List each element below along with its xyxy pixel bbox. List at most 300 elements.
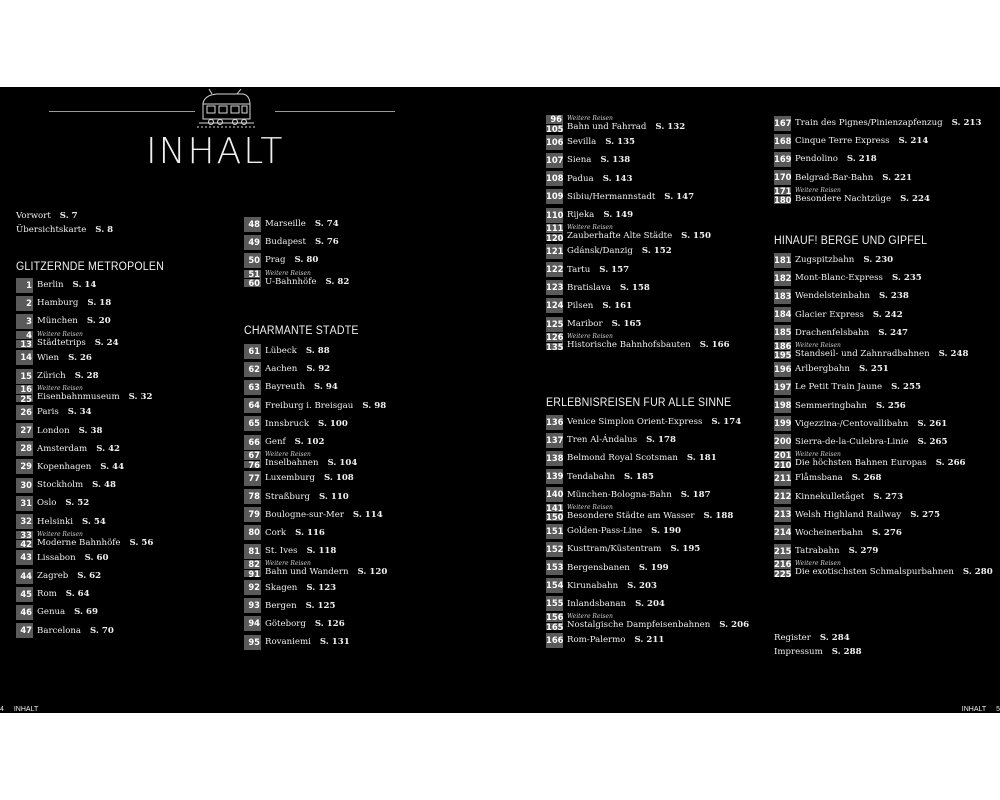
toc-entry bbox=[16, 349, 153, 367]
page-number-left: 4 bbox=[0, 706, 4, 713]
toc-entry bbox=[774, 251, 993, 269]
entry-page: S. 158 bbox=[620, 282, 650, 293]
entry-line bbox=[265, 568, 387, 577]
entry-page: S. 132 bbox=[655, 122, 686, 132]
entry-number-end: 42 bbox=[20, 539, 32, 550]
entry-number: 81 bbox=[244, 544, 261, 559]
further-trips-label: Weitere Reisen bbox=[795, 341, 841, 349]
toc-entry bbox=[244, 560, 387, 578]
entry-label: U-Bahnhöfe bbox=[265, 276, 317, 287]
outro-page: S. 288 bbox=[831, 646, 862, 657]
footer-right bbox=[962, 706, 1000, 713]
toc-spread bbox=[0, 87, 1000, 713]
intro-page: S. 8 bbox=[95, 224, 114, 235]
entry-number: 154 bbox=[546, 578, 563, 593]
entry-page: S. 214 bbox=[898, 136, 929, 147]
toc-entry bbox=[774, 433, 993, 451]
entry-number: 108 bbox=[546, 171, 563, 186]
toc-entry bbox=[546, 486, 749, 504]
toc-entry bbox=[546, 170, 730, 188]
entry-label: Marseille bbox=[265, 219, 306, 230]
entry-page: S. 60 bbox=[84, 552, 109, 563]
entry-page: S. 149 bbox=[603, 210, 634, 221]
entry-page: S. 100 bbox=[318, 418, 348, 429]
entry-page: S. 74 bbox=[314, 219, 339, 230]
entry-number: 15 bbox=[16, 369, 33, 384]
entry-label: Rom bbox=[37, 589, 57, 600]
toc-entry bbox=[244, 215, 349, 233]
entry-text bbox=[265, 270, 349, 288]
entry-page: S. 238 bbox=[879, 291, 909, 302]
entry-page: S. 188 bbox=[703, 510, 734, 521]
further-trips-label: Weitere Reisen bbox=[567, 115, 613, 122]
toc-entry bbox=[546, 133, 730, 151]
entry-number-range bbox=[244, 560, 261, 577]
entry-text bbox=[265, 451, 357, 469]
toc-entry bbox=[546, 595, 749, 613]
toc-entry bbox=[244, 397, 387, 415]
entry-page: S. 38 bbox=[78, 425, 103, 436]
entry-page: S. 157 bbox=[599, 264, 630, 275]
entry-label: Prag bbox=[265, 255, 286, 266]
entry-number: 1 bbox=[16, 278, 33, 293]
toc-entry bbox=[546, 613, 749, 631]
entry-label: Aachen bbox=[265, 364, 298, 375]
further-trips-label: Weitere Reisen bbox=[795, 560, 841, 568]
entry-label: Belmond Royal Scotsman bbox=[567, 453, 678, 464]
entry-number-end: 150 bbox=[546, 512, 564, 523]
entry-number-start: 96 bbox=[546, 115, 562, 125]
entry-text bbox=[37, 531, 153, 549]
entry-line bbox=[265, 459, 357, 468]
toc-entry bbox=[774, 451, 993, 469]
entry-number: 26 bbox=[16, 405, 33, 420]
entry-number: 3 bbox=[16, 314, 33, 329]
entry-number: 140 bbox=[546, 487, 563, 502]
entry-page: S. 104 bbox=[327, 458, 358, 469]
entry-label: Tatrabahn bbox=[795, 546, 840, 557]
toc-entry bbox=[546, 522, 749, 540]
intro-label: Vorwort bbox=[16, 211, 51, 221]
further-trips-label: Weitere Reisen bbox=[795, 451, 841, 459]
intro-page: S. 7 bbox=[59, 211, 78, 221]
entry-label: Bergen bbox=[265, 600, 297, 611]
entry-number: 167 bbox=[774, 116, 791, 131]
entry-number: 121 bbox=[546, 244, 563, 259]
entry-label: Kinnekulletåget bbox=[795, 491, 865, 502]
entry-page: S. 265 bbox=[917, 436, 948, 447]
entry-number-range bbox=[774, 187, 791, 204]
entry-number-range bbox=[774, 342, 791, 359]
section-col4-list bbox=[774, 114, 981, 205]
entry-label: Bratislava bbox=[567, 282, 612, 293]
outro-page: S. 284 bbox=[819, 633, 850, 643]
entry-number: 139 bbox=[546, 469, 563, 484]
entry-label: Hamburg bbox=[37, 298, 79, 309]
intro-label: Übersichtskarte bbox=[16, 224, 87, 235]
entry-label: Genua bbox=[37, 607, 66, 618]
train-illustration-icon bbox=[197, 89, 255, 129]
entry-label: Tendabahn bbox=[567, 471, 616, 482]
entry-number-end: 105 bbox=[546, 123, 564, 134]
toc-entry bbox=[244, 270, 349, 288]
footer-label-right: INHALT bbox=[961, 706, 987, 713]
entry-line bbox=[795, 459, 966, 468]
entry-label: Wien bbox=[37, 352, 60, 363]
further-trips-label: Weitere Reisen bbox=[795, 186, 841, 194]
entry-page: S. 98 bbox=[362, 400, 387, 411]
entry-line bbox=[567, 512, 733, 521]
entry-number: 30 bbox=[16, 478, 33, 493]
entry-label: Zagreb bbox=[37, 571, 69, 582]
entry-number-start: 201 bbox=[774, 450, 792, 461]
further-trips-label: Weitere Reisen bbox=[37, 385, 83, 393]
toc-entry bbox=[244, 506, 387, 524]
entry-number-range bbox=[16, 331, 33, 348]
entry-page: S. 161 bbox=[602, 300, 633, 311]
toc-entry bbox=[774, 487, 993, 505]
entry-line bbox=[567, 341, 730, 350]
entry-text bbox=[567, 224, 711, 242]
entry-number: 170 bbox=[774, 170, 791, 185]
entry-label: Boulogne-sur-Mer bbox=[265, 509, 344, 520]
further-trips-label: Weitere Reisen bbox=[265, 560, 311, 568]
entry-text bbox=[37, 331, 119, 349]
entry-label: Die exotischsten Schmalspurbahnen bbox=[795, 567, 954, 578]
entry-page: S. 279 bbox=[848, 546, 879, 557]
entry-page: S. 94 bbox=[314, 382, 338, 393]
entry-number-range bbox=[546, 613, 563, 630]
entry-number: 32 bbox=[16, 514, 33, 529]
entry-page: S. 174 bbox=[711, 417, 742, 428]
entry-number: 213 bbox=[774, 507, 791, 522]
entry-label: Berlin bbox=[37, 280, 64, 291]
further-trips-label: Weitere Reisen bbox=[567, 613, 613, 621]
entry-label: London bbox=[37, 425, 70, 436]
entry-number-range bbox=[16, 385, 33, 402]
entry-page: S. 213 bbox=[951, 118, 982, 129]
entry-number: 79 bbox=[244, 507, 261, 522]
entry-page: S. 147 bbox=[664, 191, 695, 202]
entry-number: 181 bbox=[774, 253, 791, 268]
entry-number-end: 76 bbox=[248, 459, 260, 470]
intro-list bbox=[16, 210, 113, 237]
entry-number: 215 bbox=[774, 544, 791, 559]
toc-entry bbox=[16, 312, 153, 330]
toc-entry bbox=[774, 360, 993, 378]
entry-label: Besondere Städte am Wasser bbox=[567, 510, 695, 521]
entry-page: S. 131 bbox=[319, 637, 350, 648]
entry-page: S. 138 bbox=[600, 155, 631, 166]
entry-page: S. 273 bbox=[873, 491, 904, 502]
entry-label: Historische Bahnhofsbauten bbox=[567, 340, 691, 351]
entry-label: Nostalgische Dampfeisenbahnen bbox=[567, 620, 711, 631]
further-trips-label: Weitere Reisen bbox=[567, 503, 613, 511]
entry-label: Oslo bbox=[37, 498, 57, 509]
entry-number: 64 bbox=[244, 398, 261, 413]
entry-number-start: 82 bbox=[244, 560, 260, 570]
entry-number-start: 156 bbox=[546, 612, 564, 623]
entry-number: 2 bbox=[16, 296, 33, 311]
further-trips-label: Weitere Reisen bbox=[567, 224, 613, 232]
entry-page: S. 82 bbox=[325, 276, 350, 287]
toc-entry bbox=[546, 468, 749, 486]
entry-number-end: 195 bbox=[774, 350, 792, 361]
toc-entry bbox=[546, 577, 749, 595]
entry-number-end: 180 bbox=[774, 195, 792, 206]
entry-label: Helsinki bbox=[37, 516, 73, 527]
entry-number: 168 bbox=[774, 134, 791, 149]
entry-label: Göteborg bbox=[265, 618, 306, 629]
entry-page: S. 248 bbox=[938, 348, 969, 359]
toc-entry bbox=[546, 540, 749, 558]
section-heading-staedte: CHARMANTE STÄDTE bbox=[244, 325, 359, 337]
entry-number: 196 bbox=[774, 362, 791, 377]
entry-number-end: 120 bbox=[546, 232, 564, 243]
toc-entry bbox=[244, 578, 387, 596]
page-title: INHALT bbox=[146, 131, 285, 172]
toc-entry bbox=[546, 224, 730, 242]
entry-line bbox=[795, 350, 968, 359]
entry-label: Budapest bbox=[265, 237, 306, 248]
toc-entry bbox=[16, 331, 153, 349]
entry-label: St. Ives bbox=[265, 546, 298, 557]
entry-page: S. 76 bbox=[314, 237, 339, 248]
toc-entry bbox=[774, 469, 993, 487]
entry-page: S. 14 bbox=[72, 280, 97, 291]
entry-number-start: 51 bbox=[244, 270, 260, 280]
entry-page: S. 126 bbox=[314, 618, 345, 629]
entry-number: 14 bbox=[16, 350, 33, 365]
entry-page: S. 261 bbox=[917, 418, 948, 429]
entry-number: 50 bbox=[244, 253, 261, 268]
toc-entry bbox=[546, 261, 730, 279]
entry-label: Inselbahnen bbox=[265, 458, 319, 469]
toc-entry bbox=[546, 315, 730, 333]
entry-label: Bahn und Fahrrad bbox=[567, 122, 647, 132]
toc-entry bbox=[546, 333, 730, 351]
toc-entry bbox=[244, 360, 387, 378]
entry-number: 106 bbox=[546, 135, 563, 150]
entry-number: 166 bbox=[546, 633, 563, 648]
entry-page: S. 199 bbox=[638, 562, 669, 573]
entry-label: Tartu bbox=[567, 264, 591, 275]
entry-number-end: 135 bbox=[546, 341, 564, 352]
section-heading-berge: HINAUF! BERGE UND GIPFEL bbox=[774, 235, 928, 247]
entry-number: 153 bbox=[546, 560, 563, 575]
entry-number: 123 bbox=[546, 280, 563, 295]
entry-page: S. 242 bbox=[872, 309, 903, 320]
toc-entry bbox=[244, 433, 387, 451]
entry-label: Semmeringbahn bbox=[795, 400, 867, 411]
entry-number: 29 bbox=[16, 459, 33, 474]
entry-label: Rijeka bbox=[567, 210, 595, 221]
further-trips-label: Weitere Reisen bbox=[265, 451, 311, 459]
toc-entry bbox=[16, 458, 153, 476]
entry-label: Lübeck bbox=[265, 346, 297, 357]
entry-number: 136 bbox=[546, 415, 563, 430]
entry-line bbox=[567, 123, 685, 132]
entry-page: S. 28 bbox=[74, 371, 99, 382]
entry-number-range bbox=[546, 224, 563, 241]
entry-text bbox=[795, 342, 968, 360]
toc-entry bbox=[16, 476, 153, 494]
section-staedte-list bbox=[244, 342, 387, 651]
outro-label: Impressum bbox=[774, 646, 823, 657]
entry-page: S. 195 bbox=[670, 544, 701, 555]
entry-label: Padua bbox=[567, 173, 594, 184]
entry-page: S. 275 bbox=[910, 509, 941, 520]
entry-label: Barcelona bbox=[37, 625, 82, 636]
entry-label: Maribor bbox=[567, 319, 603, 330]
entry-number: 184 bbox=[774, 307, 791, 322]
entry-page: S. 256 bbox=[875, 400, 906, 411]
entry-label: Amsterdam bbox=[37, 443, 88, 454]
entry-label: Skagen bbox=[265, 582, 298, 593]
entry-text bbox=[37, 385, 152, 403]
toc-entry bbox=[244, 415, 387, 433]
entry-label: Zugspitzbahn bbox=[795, 255, 855, 266]
page-number-right: 5 bbox=[996, 706, 1000, 713]
entry-number: 152 bbox=[546, 542, 563, 557]
entry-number: 28 bbox=[16, 441, 33, 456]
entry-number: 198 bbox=[774, 398, 791, 413]
entry-label: Tren Al-Ándalus bbox=[567, 435, 638, 446]
toc-entry bbox=[244, 615, 387, 633]
entry-page: S. 34 bbox=[67, 407, 92, 418]
entry-text bbox=[567, 613, 749, 631]
entry-number: 212 bbox=[774, 489, 791, 504]
entry-line bbox=[567, 621, 749, 630]
entry-label: Rovaniemi bbox=[265, 637, 311, 648]
entry-number: 92 bbox=[244, 580, 261, 595]
section-col3-list bbox=[546, 115, 730, 351]
entry-page: S. 211 bbox=[634, 635, 665, 646]
toc-entry bbox=[546, 188, 730, 206]
entry-number: 169 bbox=[774, 152, 791, 167]
entry-number-start: 171 bbox=[774, 185, 792, 196]
entry-number: 46 bbox=[16, 605, 33, 620]
toc-entry bbox=[244, 597, 387, 615]
entry-number: 63 bbox=[244, 380, 261, 395]
entry-number: 31 bbox=[16, 496, 33, 511]
toc-entry bbox=[774, 324, 993, 342]
further-trips-label: Weitere Reisen bbox=[37, 530, 83, 538]
entry-page: S. 165 bbox=[611, 319, 642, 330]
footer-label-left: INHALT bbox=[13, 706, 39, 713]
entry-text bbox=[795, 451, 966, 469]
entry-page: S. 92 bbox=[306, 364, 331, 375]
entry-label: Pilsen bbox=[567, 300, 594, 311]
toc-entry bbox=[16, 440, 153, 458]
toc-entry bbox=[774, 342, 993, 360]
entry-label: Bayreuth bbox=[265, 382, 306, 393]
toc-entry bbox=[244, 542, 387, 560]
entry-page: S. 235 bbox=[891, 273, 922, 284]
entry-page: S. 187 bbox=[680, 489, 711, 500]
entry-number: 197 bbox=[774, 380, 791, 395]
entry-number: 65 bbox=[244, 416, 261, 431]
section-heading-metropolen: GLITZERNDE METROPOLEN bbox=[16, 261, 164, 273]
entry-page: S. 206 bbox=[719, 620, 750, 631]
entry-line bbox=[37, 339, 119, 348]
entry-number: 61 bbox=[244, 344, 261, 359]
toc-entry bbox=[244, 488, 387, 506]
entry-number: 107 bbox=[546, 153, 563, 168]
toc-entry bbox=[244, 342, 387, 360]
entry-number-range bbox=[546, 333, 563, 350]
entry-page: S. 181 bbox=[686, 453, 717, 464]
entry-label: Kopenhagen bbox=[37, 461, 92, 472]
entry-number-start: 4 bbox=[16, 331, 32, 341]
entry-page: S. 251 bbox=[858, 364, 889, 375]
entry-number-start: 216 bbox=[774, 559, 792, 570]
entry-text bbox=[265, 560, 387, 578]
toc-entry bbox=[16, 622, 153, 640]
entry-number: 47 bbox=[16, 623, 33, 638]
entry-label: Straßburg bbox=[265, 491, 310, 502]
entry-line bbox=[567, 232, 711, 241]
toc-entry bbox=[774, 560, 993, 578]
entry-number-start: 141 bbox=[546, 502, 564, 513]
entry-text bbox=[567, 333, 730, 351]
toc-entry bbox=[244, 233, 349, 251]
toc-entry bbox=[546, 504, 749, 522]
toc-entry bbox=[546, 631, 749, 649]
toc-entry bbox=[16, 385, 153, 403]
entry-number-start: 16 bbox=[16, 385, 32, 395]
toc-entry bbox=[774, 132, 981, 150]
toc-entry bbox=[16, 294, 153, 312]
entry-label: Cork bbox=[265, 527, 287, 538]
entry-page: S. 110 bbox=[318, 491, 349, 502]
entry-number: 110 bbox=[546, 208, 563, 223]
entry-line bbox=[795, 195, 930, 204]
entry-number: 78 bbox=[244, 489, 261, 504]
entry-page: S. 280 bbox=[962, 567, 993, 578]
entry-page: S. 116 bbox=[295, 527, 325, 538]
toc-entry bbox=[244, 251, 349, 269]
entry-label: Sierra-de-la-Culebra-Linie bbox=[795, 436, 909, 447]
entry-number: 199 bbox=[774, 416, 791, 431]
entry-number: 109 bbox=[546, 189, 563, 204]
entry-number-range bbox=[546, 115, 563, 132]
outro-list bbox=[774, 632, 862, 659]
entry-number: 45 bbox=[16, 587, 33, 602]
entry-number-start: 67 bbox=[244, 451, 260, 461]
entry-label: München-Bologna-Bahn bbox=[567, 489, 672, 500]
toc-entry bbox=[16, 512, 153, 530]
toc-entry bbox=[774, 415, 993, 433]
section-heading-erlebnis: ERLEBNISREISEN FÜR ALLE SINNE bbox=[546, 397, 732, 409]
entry-page: S. 26 bbox=[68, 352, 92, 363]
toc-entry bbox=[16, 567, 153, 585]
entry-text bbox=[795, 560, 993, 578]
entry-page: S. 218 bbox=[846, 154, 877, 165]
entry-text bbox=[567, 504, 733, 522]
entry-label: Vigezzina-/Centovallibahn bbox=[795, 418, 909, 429]
entry-label: Arlbergbahn bbox=[795, 364, 850, 375]
entry-page: S. 247 bbox=[878, 327, 909, 338]
entry-number-range bbox=[16, 531, 33, 548]
entry-label: Mont-Blanc-Express bbox=[795, 273, 883, 284]
entry-page: S. 123 bbox=[306, 582, 337, 593]
entry-label: Luxemburg bbox=[265, 473, 315, 484]
entry-number: 138 bbox=[546, 451, 563, 466]
entry-label: Train des Pignes/Pinienzapfenzug bbox=[795, 118, 943, 129]
entry-label: Drachenfelsbahn bbox=[795, 327, 870, 338]
toc-entry bbox=[774, 287, 993, 305]
